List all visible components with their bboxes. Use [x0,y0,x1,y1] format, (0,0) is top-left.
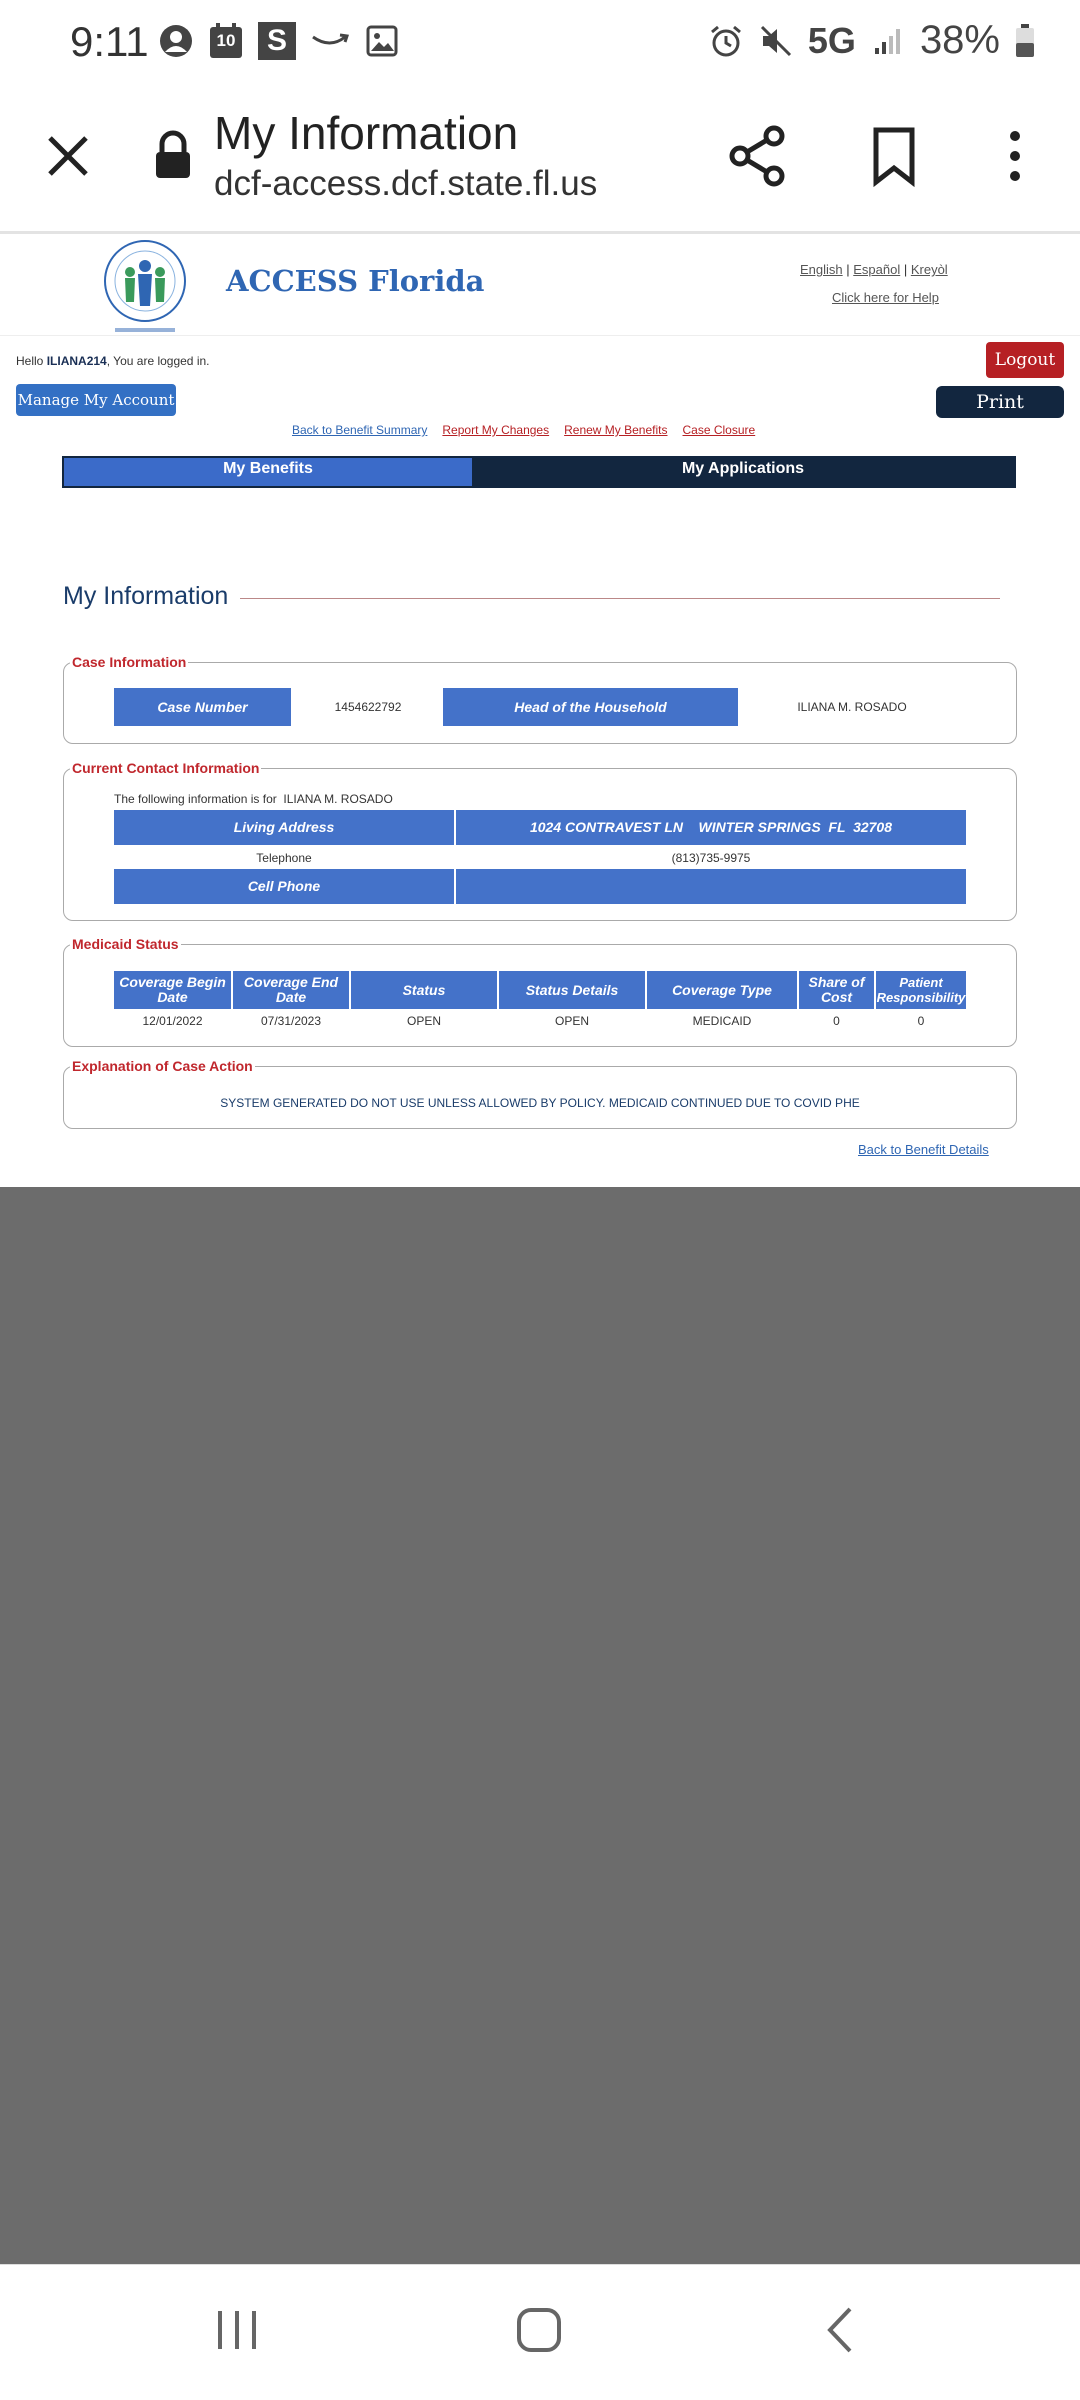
s-badge-letter: S [266,24,287,57]
status-bar [0,0,1080,88]
row-patient-responsibility: 0 [917,1014,925,1028]
case-closure-link[interactable]: Case Closure [682,423,756,437]
calendar-day: 10 [216,31,236,50]
report-changes-link[interactable]: Report My Changes [442,423,550,437]
benefit-tabs [62,456,1016,488]
lang-espanol[interactable]: Español [853,262,901,277]
back-to-details-link[interactable]: Back to Benefit Details [858,1142,989,1157]
more-options-icon[interactable] [1000,124,1030,188]
header-coverage-end-date: Coverage End Date [233,971,349,1009]
alarm-icon [708,23,744,59]
amazon-smile-icon [310,23,350,59]
header-status-details: Status Details [499,971,645,1009]
renew-benefits-link[interactable]: Renew My Benefits [564,423,668,437]
cell-phone-value [456,869,966,904]
case-number-value: 1454622792 [334,700,402,714]
medicaid-status-legend: Medicaid Status [72,936,179,952]
case-number-label: Case Number [114,688,291,726]
image-icon [364,23,400,59]
bookmark-icon[interactable] [866,124,922,188]
share-icon[interactable] [726,124,790,188]
web-content [0,236,1080,1187]
row-status: OPEN [406,1014,441,1028]
recent-apps-icon[interactable] [212,2305,262,2360]
head-of-household-value: ILIANA M. ROSADO [797,700,907,714]
browser-toolbar [0,88,1080,234]
back-to-summary-link[interactable]: Back to Benefit Summary [292,423,428,437]
row-status-details: OPEN [554,1014,589,1028]
contact-intro [114,792,393,806]
hello-prefix: Hello [16,354,44,368]
head-of-household-label: Head of the Household [443,688,738,726]
lock-icon[interactable] [152,128,194,184]
print-button[interactable]: Print [936,386,1064,418]
s-app-icon [258,22,296,60]
home-icon[interactable] [514,2305,564,2360]
header-share-of-cost: Share of Cost [799,971,874,1009]
help-link[interactable]: Click here for Help [832,290,939,305]
login-greeting [16,354,210,368]
battery-icon [1014,23,1036,59]
manage-account-button[interactable]: Manage My Account [16,384,176,416]
account-icon [158,23,194,59]
contact-intro-name: ILIANA M. ROSADO [283,792,393,806]
back-icon[interactable] [816,2305,866,2360]
tab-my-benefits[interactable]: My Benefits [64,458,472,486]
telephone-value: (813)735-9975 [671,851,751,865]
username: ILIANA214 [46,354,107,368]
explanation-box [63,1058,1017,1129]
row-share-of-cost: 0 [833,1014,840,1028]
row-coverage-begin-date: 12/01/2022 [142,1014,203,1028]
lang-kreyol[interactable]: Kreyòl [910,262,948,277]
mute-icon [758,23,794,59]
status-system-icons [708,18,1036,63]
site-title[interactable]: ACCESS Florida [226,264,485,298]
header-patient-responsibility: Patient Responsibility [876,971,966,1009]
case-information-legend: Case Information [72,654,187,670]
network-type: 5G [807,19,856,61]
system-navigation-bar [0,2264,1080,2400]
logged-in-text: , You are logged in. [106,354,210,368]
language-links: English | Español | Kreyòl [800,262,948,277]
row-coverage-type: MEDICAID [692,1014,752,1028]
cell-phone-label: Cell Phone [114,869,454,904]
lang-english[interactable]: English [800,262,843,277]
status-time: 9:11 [70,18,149,65]
nav-links [292,423,755,437]
empty-page-area [0,1187,1080,2264]
tab-my-applications[interactable]: My Applications [472,458,1014,486]
explanation-legend: Explanation of Case Action [72,1058,253,1074]
site-header [0,236,1080,336]
contact-information-legend: Current Contact Information [72,760,260,776]
row-coverage-end-date: 07/31/2023 [260,1014,322,1028]
explanation-text: SYSTEM GENERATED DO NOT USE UNLESS ALLOWED BY POLICY. MEDICAID CONTINUED DUE TO COVID PHE [220,1096,860,1110]
header-status: Status [351,971,497,1009]
close-tab-icon[interactable] [40,128,96,184]
living-address-label: Living Address [114,810,454,845]
signal-icon [870,23,906,59]
living-address-value: 1024 CONTRAVEST LN WINTER SPRINGS FL 32708 [456,810,966,845]
browser-url[interactable]: dcf-access.dcf.state.fl.us [214,164,598,203]
section-title: My Information [63,582,229,610]
logout-button[interactable]: Logout [986,342,1064,378]
header-coverage-type: Coverage Type [647,971,797,1009]
header-coverage-begin-date: Coverage Begin Date [114,971,231,1009]
section-divider [240,598,1000,599]
calendar-icon [208,23,244,59]
battery-percent: 38% [919,18,1000,62]
contact-intro-text: The following information is for [114,792,277,806]
dcf-logo-icon[interactable] [100,236,190,336]
browser-page-title: My Information [214,107,519,159]
status-notification-icons [158,22,400,60]
telephone-label: Telephone [256,851,312,865]
